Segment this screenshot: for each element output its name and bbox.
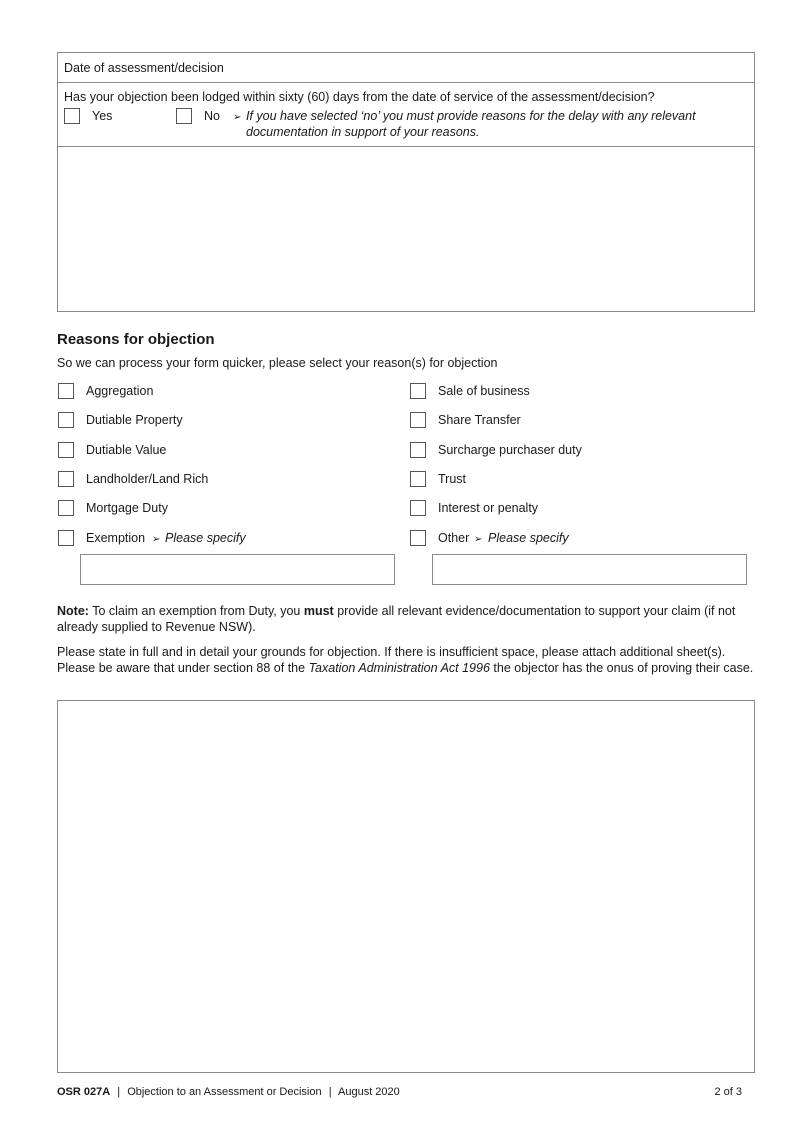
sale-of-business-label: Sale of business bbox=[438, 384, 530, 398]
form-title: Objection to an Assessment or Decision bbox=[127, 1086, 322, 1098]
other-label: Other bbox=[438, 531, 470, 545]
grounds-text-1: Please state in full and in detail your grounds for objection. If there is insufficient space, please attach additional sheet(s). Please be aware that under section 88 of the bbox=[57, 645, 726, 675]
surcharge-checkbox[interactable] bbox=[410, 442, 426, 458]
exemption-arrow-icon: ➢ bbox=[152, 534, 161, 545]
footer bbox=[57, 1085, 400, 1100]
landholder-label: Landholder/Land Rich bbox=[86, 472, 209, 486]
other-arrow-icon: ➢ bbox=[474, 534, 483, 545]
aggregation-label: Aggregation bbox=[86, 384, 154, 398]
assessment-date-field[interactable] bbox=[57, 52, 755, 83]
delay-reasons-textarea[interactable] bbox=[57, 146, 755, 312]
dutiable-property-checkbox[interactable] bbox=[58, 412, 74, 428]
lodgement-question: Has your objection been lodged within sixty (60) days from the date of service of the assessment/decision? bbox=[64, 90, 655, 104]
trust-label: Trust bbox=[438, 472, 467, 486]
exemption-specify-input[interactable] bbox=[80, 554, 395, 585]
act-name: Taxation Administration Act 1996 bbox=[308, 661, 490, 675]
yes-checkbox[interactable] bbox=[64, 108, 80, 124]
page-number: 2 of 3 bbox=[714, 1086, 742, 1098]
note-text-1: To claim an exemption from Duty, you bbox=[88, 604, 304, 618]
other-specify-input[interactable] bbox=[432, 554, 747, 585]
aggregation-checkbox[interactable] bbox=[58, 383, 74, 399]
no-label: No bbox=[204, 109, 220, 123]
grounds-instructions bbox=[57, 644, 757, 676]
mortgage-duty-checkbox[interactable] bbox=[58, 500, 74, 516]
grounds-text-2: the objector has the onus of proving their case. bbox=[489, 661, 754, 675]
other-checkbox[interactable] bbox=[410, 530, 426, 546]
note-text-2: provide all relevant evidence/documentation to support your claim (if not already supplied to Revenue NSW). bbox=[57, 604, 736, 634]
footer-sep-1: | bbox=[117, 1086, 121, 1098]
landholder-checkbox[interactable] bbox=[58, 471, 74, 487]
reasons-heading: Reasons for objection bbox=[57, 331, 215, 348]
interest-penalty-checkbox[interactable] bbox=[410, 500, 426, 516]
exemption-note bbox=[57, 603, 757, 635]
no-checkbox[interactable] bbox=[176, 108, 192, 124]
sale-of-business-checkbox[interactable] bbox=[410, 383, 426, 399]
exemption-label: Exemption bbox=[86, 531, 146, 545]
grounds-textarea[interactable] bbox=[57, 700, 755, 1073]
dutiable-property-label: Dutiable Property bbox=[86, 413, 183, 427]
surcharge-label: Surcharge purchaser duty bbox=[438, 443, 582, 457]
dutiable-value-label: Dutiable Value bbox=[86, 443, 167, 457]
form-code: OSR 027A bbox=[57, 1086, 111, 1098]
note-prefix: Note: bbox=[57, 604, 89, 618]
share-transfer-label: Share Transfer bbox=[438, 413, 521, 427]
trust-checkbox[interactable] bbox=[410, 471, 426, 487]
assessment-date-label: Date of assessment/decision bbox=[64, 61, 224, 75]
exemption-checkbox[interactable] bbox=[58, 530, 74, 546]
no-reason-note-line2: documentation in support of your reasons. bbox=[246, 125, 480, 139]
no-reason-note-line1: If you have selected ‘no’ you must provide reasons for the delay with any relevant bbox=[246, 109, 696, 123]
lodgement-question-row bbox=[57, 82, 755, 147]
footer-sep-2: | bbox=[328, 1086, 332, 1098]
share-transfer-checkbox[interactable] bbox=[410, 412, 426, 428]
note-must: must bbox=[303, 604, 334, 618]
form-date: August 2020 bbox=[338, 1086, 400, 1098]
other-specify: Please specify bbox=[488, 531, 569, 545]
exemption-specify: Please specify bbox=[165, 531, 246, 545]
reasons-intro: So we can process your form quicker, please select your reason(s) for objection bbox=[57, 356, 498, 370]
yes-label: Yes bbox=[92, 109, 113, 123]
dutiable-value-checkbox[interactable] bbox=[58, 442, 74, 458]
interest-penalty-label: Interest or penalty bbox=[438, 501, 539, 515]
arrow-icon: ➢ bbox=[233, 112, 242, 123]
mortgage-duty-label: Mortgage Duty bbox=[86, 501, 168, 515]
